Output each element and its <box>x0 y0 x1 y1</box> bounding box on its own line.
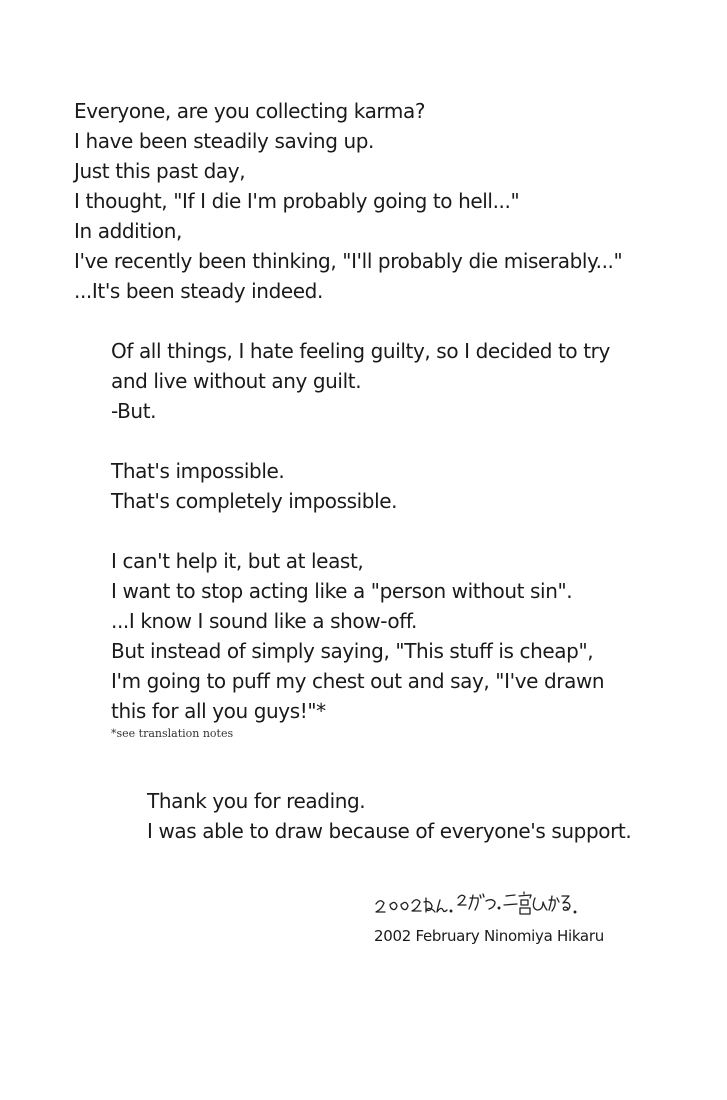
text-line: ...It's been steady indeed. <box>74 279 323 303</box>
text-line: I thought, "If I die I'm probably going to hell..." <box>74 189 520 213</box>
text-line: I was able to draw because of everyone's support. <box>147 819 632 843</box>
text-line: That's impossible. <box>111 459 285 483</box>
text-line: -But. <box>111 399 157 423</box>
text-line: In addition, <box>74 219 183 243</box>
text-line: Of all things, I hate feeling guilty, so I decided to try <box>111 339 610 363</box>
text-line: I'm going to puff my chest out and say, "I've drawn <box>111 669 605 693</box>
text-line: Just this past day, <box>74 159 246 183</box>
text-line: I've recently been thinking, "I'll probably die miserably..." <box>74 249 623 273</box>
text-line: I have been steadily saving up. <box>74 129 374 153</box>
text-line: Thank you for reading. <box>147 789 366 813</box>
text-line: and live without any guilt. <box>111 369 362 393</box>
handwritten-signature <box>374 888 584 920</box>
text-line: I want to stop acting like a "person without sin". <box>111 579 573 603</box>
text-line: Everyone, are you collecting karma? <box>74 99 426 123</box>
text-line: That's completely impossible. <box>111 489 398 513</box>
text-line: this for all you guys!"* <box>111 699 326 723</box>
text-line: I can't help it, but at least, <box>111 549 364 573</box>
signature-caption: 2002 February Ninomiya Hikaru <box>374 927 604 945</box>
text-line: ...I know I sound like a show-off. <box>111 609 418 633</box>
text-line: But instead of simply saying, "This stuff is cheap", <box>111 639 594 663</box>
translation-footnote: *see translation notes <box>111 727 234 740</box>
